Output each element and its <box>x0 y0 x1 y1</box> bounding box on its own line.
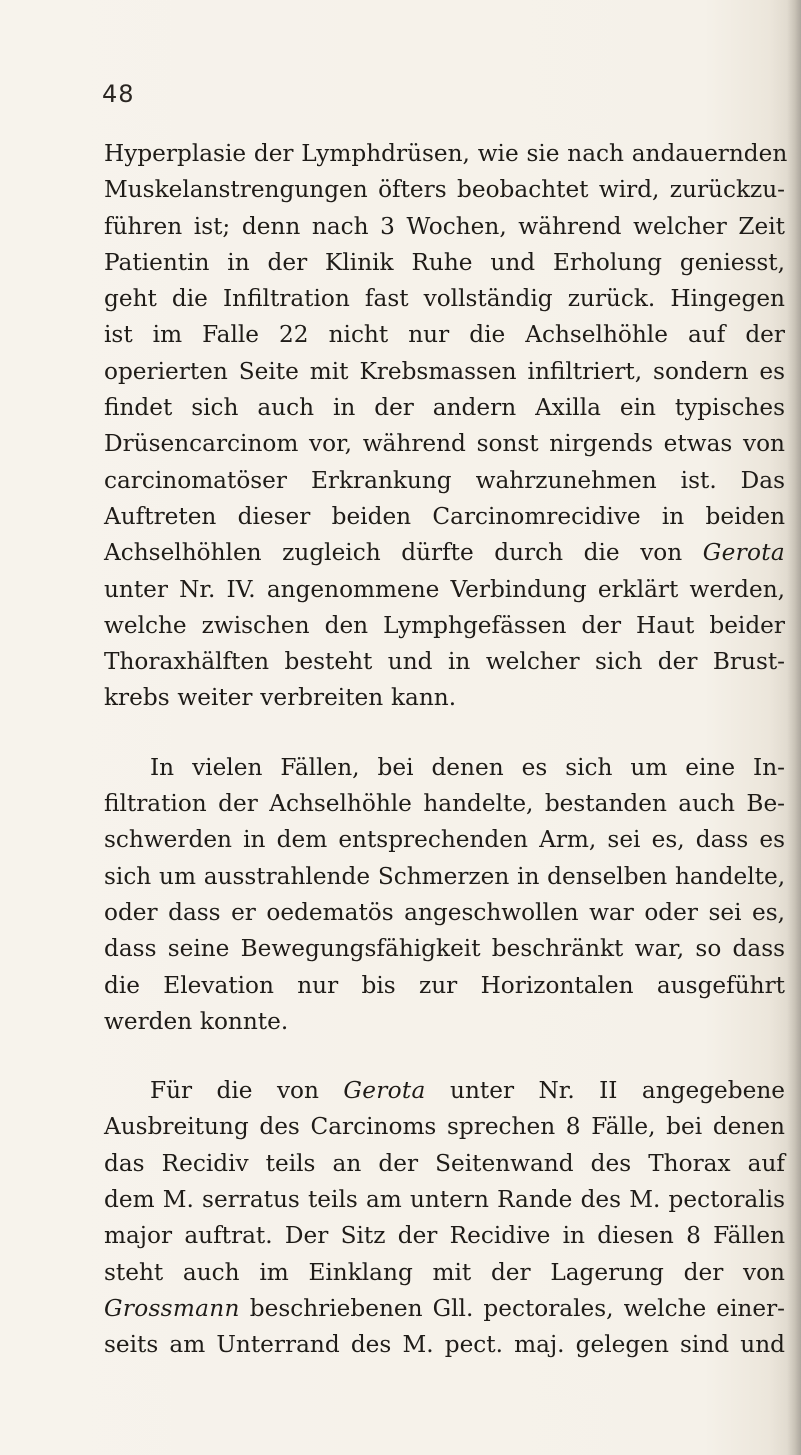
author-name-grossmann: Grossmann <box>104 1294 240 1322</box>
text-line: unter Nr. IV. angenommene Verbindung erklärt werden, <box>104 575 785 603</box>
text-line: oder dass er oedematös angeschwollen war oder sei es, <box>104 898 785 926</box>
text-line: Hyperplasie der Lymphdrüsen, wie sie nach andauernden <box>104 140 788 167</box>
text-line: führen ist; denn nach 3 Wochen, während welcher Zeit <box>104 212 785 240</box>
text-line: Auftreten dieser beiden Carcinomrecidive in beiden <box>104 502 785 530</box>
text-line: schwerden in dem entsprechenden Arm, sei es, dass es <box>104 826 785 854</box>
text-line: das Recidiv teils an der Seitenwand des Thorax auf <box>104 1149 785 1177</box>
text-line: sich um ausstrahlende Schmerzen in denselben handelte, <box>104 862 786 890</box>
text-line: werden konnte. <box>104 1007 289 1035</box>
text-line: filtration der Achselhöhle handelte, bestanden auch Be- <box>104 790 785 818</box>
page-edge-shadow <box>787 0 801 1455</box>
text-line: operierten Seite mit Krebsmassen infiltriert, sondern es <box>104 357 785 385</box>
author-name-gerota: Gerota <box>702 539 785 567</box>
text-line: geht die Infiltration fast vollständig zurück. Hingegen <box>104 285 785 313</box>
text-line: Für die von Gerota unter Nr. II angegebene <box>150 1077 785 1105</box>
text-line: welche zwischen den Lymphgefässen der Haut beider <box>104 611 785 639</box>
text-line: Muskelanstrengungen öfters beobachtet wird, zurückzu- <box>104 176 785 204</box>
text-line: Drüsencarcinom vor, während sonst nirgends etwas von <box>104 430 785 458</box>
text-line: Thoraxhälften besteht und in welcher sich der Brust- <box>104 648 785 676</box>
text-line: Ausbreitung des Carcinoms sprechen 8 Fälle, bei denen <box>104 1113 785 1141</box>
text-line: die Elevation nur bis zur Horizontalen ausgeführt <box>104 971 785 999</box>
text-line: seits am Unterrand des M. pect. maj. gelegen sind und <box>104 1331 785 1359</box>
text-line: steht auch im Einklang mit der Lagerung der von <box>104 1258 785 1286</box>
page-number: 48 <box>102 80 135 108</box>
text-line: ist im Falle 22 nicht nur die Achselhöhle auf der <box>104 321 785 349</box>
text-line: major auftrat. Der Sitz der Recidive in diesen 8 Fällen <box>104 1222 785 1250</box>
text-line: carcinomatöser Erkrankung wahrzunehmen ist. Das <box>104 466 785 494</box>
text-line: dass seine Bewegungsfähigkeit beschränkt war, so dass <box>104 935 785 963</box>
text-line: findet sich auch in der andern Axilla ein typisches <box>104 394 785 422</box>
text-line: Achselhöhlen zugleich dürfte durch die von Gerota <box>104 539 785 567</box>
text-line: Grossmann beschriebenen Gll. pectorales, welche einer- <box>104 1294 785 1322</box>
paragraph-1 <box>104 136 788 717</box>
text-line: dem M. serratus teils am untern Rande des M. pectoralis <box>104 1186 785 1214</box>
text-line: krebs weiter verbreiten kann. <box>104 684 457 712</box>
text-line: In vielen Fällen, bei denen es sich um eine In- <box>150 753 785 781</box>
paragraph-2 <box>104 750 785 1040</box>
text-line: Patientin in der Klinik Ruhe und Erholung geniesst, <box>104 248 785 276</box>
author-name-gerota: Gerota <box>343 1077 426 1105</box>
body-text <box>104 136 788 1364</box>
paragraph-3 <box>104 1073 785 1363</box>
